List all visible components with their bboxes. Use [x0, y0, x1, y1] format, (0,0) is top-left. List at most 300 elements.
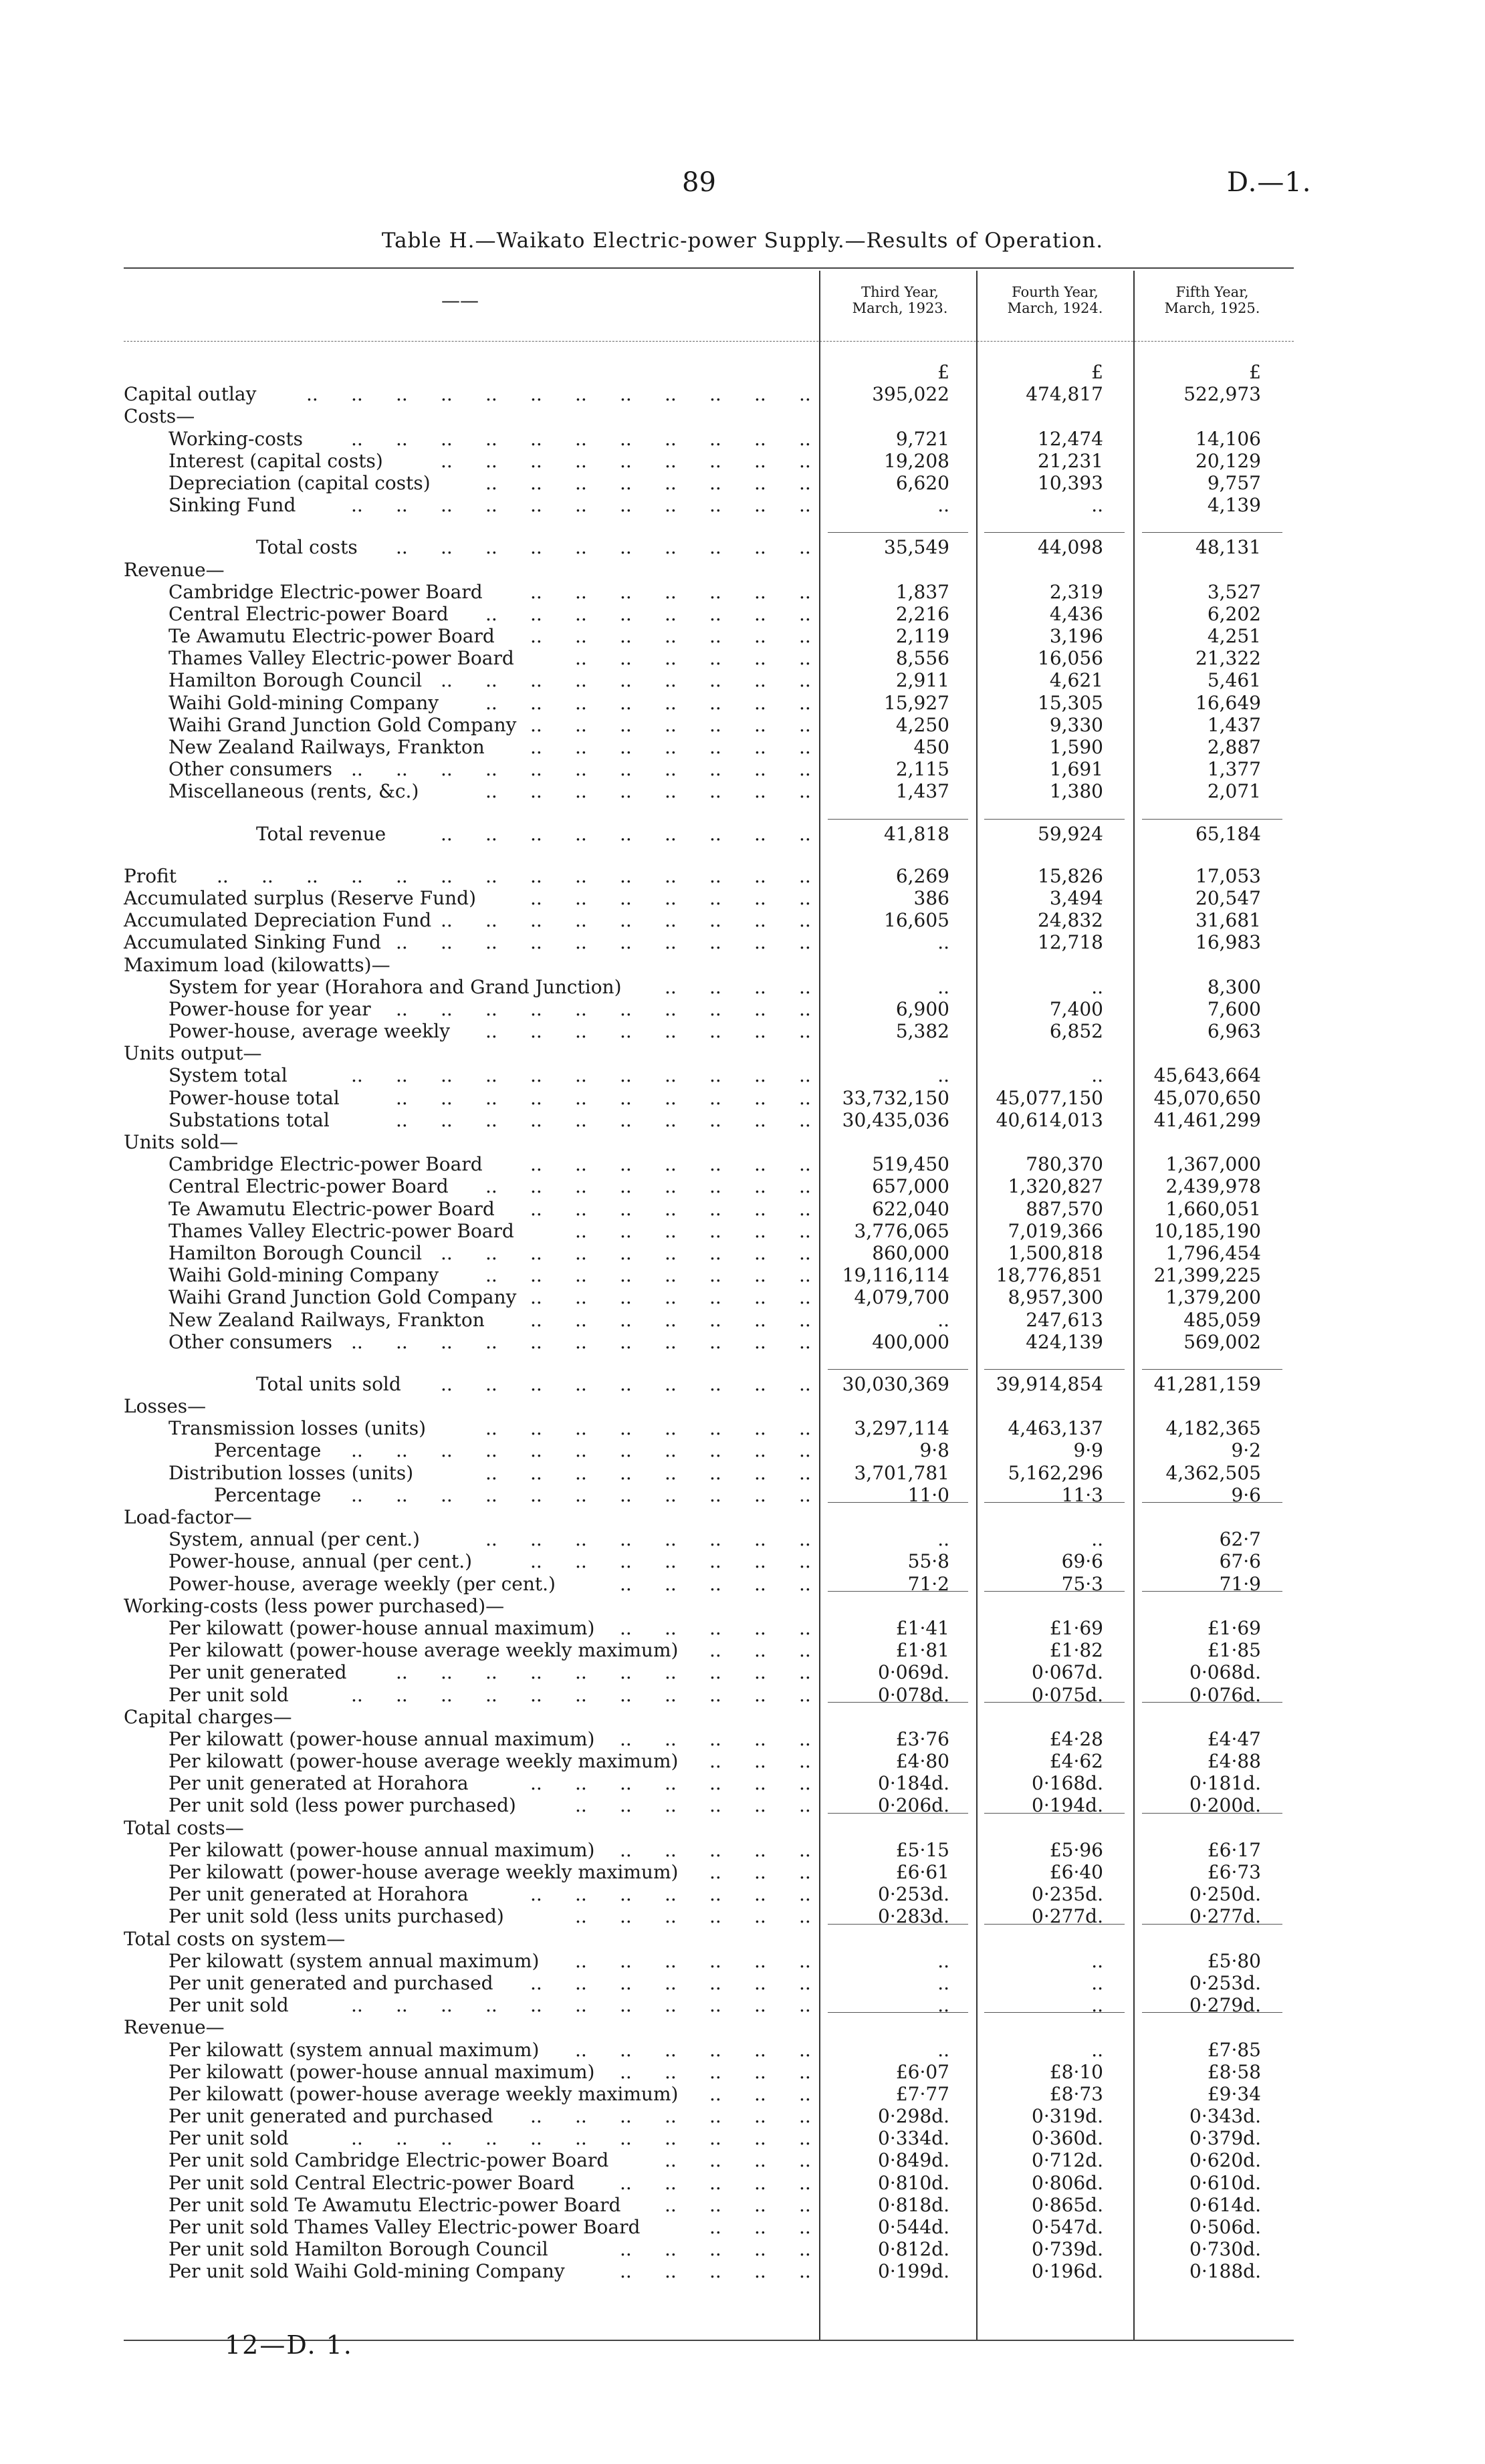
table-row — [0, 2016, 1485, 2038]
cell-value: £4·62 — [1049, 1750, 1103, 1773]
row-label: Percentage — [214, 1483, 322, 1506]
row-label: New Zealand Railways, Frankton — [168, 736, 485, 758]
table-row: Percentage .. .. .. .. .. .. .. .. .. .. .. 9·8 9·9 9·2 — [214, 1439, 1261, 1462]
row-label: Per unit generated and purchased — [168, 2105, 493, 2128]
cell-value: 0·200d. — [1189, 1794, 1261, 1817]
row-label: Percentage — [214, 1439, 322, 1462]
total-underline — [984, 819, 1125, 820]
cell-value: 7,600 — [1207, 997, 1261, 1020]
table-row: Other consumers .. .. .. .. .. .. .. .. .. .. .. 400,000 424,139 569,002 — [168, 1330, 1261, 1353]
cell-value: 0·279d. — [1189, 1994, 1261, 2017]
cell-value: .. — [937, 1949, 949, 1972]
cell-value: 519,450 — [872, 1153, 949, 1176]
row-label: Per kilowatt (power-house annual maximum) — [168, 1838, 595, 1861]
cell-value: 71·9 — [1219, 1572, 1261, 1595]
table-row — [0, 1131, 1485, 1153]
total-underline — [1142, 1924, 1282, 1925]
table-row: Power-house, annual (per cent.) .. .. .. .. .. .. .. 55·8 69·6 67·6 — [168, 1550, 1261, 1573]
row-label: Other consumers — [168, 758, 332, 781]
row-label: Waihi Grand Junction Gold Company — [168, 1286, 517, 1309]
row-label: Te Awamutu Electric-power Board — [168, 625, 495, 648]
cell-value: 41,818 — [884, 822, 949, 845]
cell-value: 485,059 — [1183, 1308, 1261, 1331]
header-bottom-rule — [124, 341, 1294, 342]
cell-value: 3,494 — [1049, 886, 1103, 909]
total-underline — [1142, 1702, 1282, 1703]
cell-value: 2,319 — [1049, 580, 1103, 603]
cell-value: 622,040 — [872, 1197, 949, 1220]
cell-value: .. — [937, 975, 949, 998]
cell-value: 24,832 — [1038, 909, 1103, 932]
table-row: Per kilowatt (power-house average weekly maximum) .. .. .. £7·77 £8·73 £9·34 — [168, 2082, 1261, 2105]
table-row: Per unit sold Cambridge Electric-power Board .. .. .. .. 0·849d. 0·712d. 0·620d. — [168, 2149, 1261, 2172]
table-row — [0, 559, 1485, 581]
total-underline — [984, 2012, 1125, 2013]
row-label: Total revenue — [256, 822, 386, 845]
cell-value: 16,605 — [884, 909, 949, 932]
cell-value: 2,439,978 — [1165, 1175, 1261, 1198]
cell-value: 7,019,366 — [1008, 1219, 1103, 1242]
total-underline — [828, 532, 968, 533]
cell-value: 67·6 — [1219, 1550, 1261, 1573]
row-label: Working-costs (less power purchased)— — [124, 1594, 505, 1617]
cell-value: .. — [937, 1971, 949, 1994]
cell-value: .. — [1091, 975, 1103, 998]
cell-value: 3,196 — [1049, 625, 1103, 648]
cell-value: 3,297,114 — [854, 1417, 949, 1440]
row-label: Distribution losses (units) — [168, 1461, 414, 1484]
cell-value: 19,116,114 — [842, 1264, 949, 1287]
table-row: Accumulated Sinking Fund .. .. .. .. .. .. .. .. .. .. .. 12,718 16,983 — [124, 931, 1261, 954]
total-row: Total units sold .. .. .. .. .. .. .. .. .. 30,030,369 39,914,854 41,281,159 — [0, 1373, 1485, 1395]
row-label: Total costs— — [124, 1816, 244, 1839]
cell-value: 6,269 — [895, 864, 949, 887]
cell-value: 6,900 — [895, 997, 949, 1020]
row-label: Per kilowatt (system annual maximum) — [168, 1949, 540, 1972]
row-label: Per kilowatt (power-house average weekly maximum) — [168, 1639, 679, 1662]
row-label: Per unit generated and purchased — [168, 1971, 493, 1994]
row-label: Per kilowatt (power-house average weekly maximum) — [168, 2082, 679, 2105]
cell-value: £1·81 — [895, 1639, 949, 1662]
cell-value: 4,250 — [895, 713, 949, 736]
cell-value: £ — [937, 361, 949, 383]
cell-value: 0·298d. — [878, 2105, 949, 2128]
cell-value: 0·076d. — [1189, 1683, 1261, 1706]
row-label: Power-house, annual (per cent.) — [168, 1550, 473, 1573]
row-label: Load-factor— — [124, 1506, 252, 1528]
cell-value: 9,330 — [1049, 713, 1103, 736]
row-label: Cambridge Electric-power Board — [168, 1153, 483, 1176]
cell-value: 1,367,000 — [1165, 1153, 1261, 1176]
cell-value: 9·2 — [1231, 1439, 1261, 1462]
row-label: Power-house for year — [168, 997, 371, 1020]
row-label: Capital charges— — [124, 1705, 292, 1728]
row-label: Per kilowatt (power-house annual maximum) — [168, 2060, 595, 2083]
cell-value: 0·075d. — [1032, 1683, 1103, 1706]
cell-value: 18,776,851 — [996, 1264, 1103, 1287]
table-row: Per kilowatt (power-house average weekly maximum) .. .. .. £6·61 £6·40 £6·73 — [168, 1861, 1261, 1883]
cell-value: 0·739d. — [1032, 2238, 1103, 2261]
total-underline — [828, 1813, 968, 1814]
total-underline — [828, 819, 968, 820]
row-label: Accumulated surplus (Reserve Fund) — [124, 886, 476, 909]
table-row: Per kilowatt (system annual maximum) .. .. .. .. .. .. .. .. £5·80 — [168, 1949, 1261, 1972]
total-underline — [984, 532, 1125, 533]
cell-value: 1,377 — [1207, 758, 1261, 781]
cell-value: 2,911 — [895, 669, 949, 692]
row-spacer — [0, 516, 1485, 536]
cell-value: 0·810d. — [878, 2171, 949, 2194]
table-row: Percentage .. .. .. .. .. .. .. .. .. .. .. 11·0 11·3 9·6 — [214, 1483, 1261, 1506]
table-row: New Zealand Railways, Frankton .. .. .. .. .. .. .. 450 1,590 2,887 — [168, 736, 1261, 758]
row-label: Total costs on system— — [124, 1927, 346, 1950]
row-label: Per unit sold Central Electric-power Board — [168, 2171, 575, 2194]
cell-value: £7·85 — [1207, 2038, 1261, 2061]
cell-value: 0·544d. — [878, 2216, 949, 2238]
cell-value: .. — [937, 1064, 949, 1087]
table-row — [0, 1506, 1485, 1528]
cell-value: £4·47 — [1207, 1727, 1261, 1750]
cell-value: 15,305 — [1038, 691, 1103, 714]
cell-value: £6·61 — [895, 1861, 949, 1883]
cell-value: 395,022 — [872, 383, 949, 406]
cell-value: 0·849d. — [878, 2149, 949, 2172]
cell-value: 657,000 — [872, 1175, 949, 1198]
cell-value: 4,621 — [1049, 669, 1103, 692]
cell-value: £4·80 — [895, 1750, 949, 1773]
table-row: Sinking Fund .. .. .. .. .. .. .. .. .. .. .. .. .. 4,139 — [168, 494, 1261, 517]
table-row — [0, 1042, 1485, 1064]
cell-value: 19,208 — [884, 449, 949, 472]
table-row: Transmission losses (units) .. .. .. .. .. .. .. .. 3,297,114 4,463,137 4,182,365 — [168, 1417, 1261, 1440]
cell-value: £1·69 — [1207, 1616, 1261, 1639]
total-underline — [1142, 1502, 1282, 1503]
row-label: Other consumers — [168, 1330, 332, 1353]
cell-value: 4,182,365 — [1165, 1417, 1261, 1440]
cell-value: 1,590 — [1049, 736, 1103, 758]
table-row: Per kilowatt (power-house average weekly maximum) .. .. .. £1·81 £1·82 £1·85 — [168, 1639, 1261, 1662]
table-row: Miscellaneous (rents, &c.) .. .. .. .. .. .. .. .. 1,437 1,380 2,071 — [168, 780, 1261, 803]
cell-value: 424,139 — [1026, 1330, 1103, 1353]
cell-value: .. — [1091, 2038, 1103, 2061]
table-row: Per kilowatt (system annual maximum) .. .. .. .. .. .. .. .. £7·85 — [168, 2038, 1261, 2061]
cell-value: 0·806d. — [1032, 2171, 1103, 2194]
table-row: Central Electric-power Board .. .. .. .. .. .. .. .. 2,216 4,436 6,202 — [168, 602, 1261, 625]
cell-value: 17,053 — [1195, 864, 1261, 887]
table-row: Per kilowatt (power-house annual maximum) .. .. .. .. .. £6·07 £8·10 £8·58 — [168, 2060, 1261, 2083]
table-row: Hamilton Borough Council .. .. .. .. .. .. .. .. .. 2,911 4,621 5,461 — [168, 669, 1261, 692]
cell-value: 3,527 — [1207, 580, 1261, 603]
total-underline — [984, 1591, 1125, 1592]
total-underline — [1142, 819, 1282, 820]
page-number: 89 — [682, 167, 716, 198]
cell-value: 21,231 — [1038, 449, 1103, 472]
cell-value: 0·069d. — [878, 1661, 949, 1684]
total-underline — [1142, 532, 1282, 533]
cell-value: £5·15 — [895, 1838, 949, 1861]
table-row: System total .. .. .. .. .. .. .. .. .. .. .. .. .. 45,643,664 — [168, 1064, 1261, 1087]
cell-value: 0·360d. — [1032, 2127, 1103, 2150]
cell-value: 55·8 — [907, 1550, 949, 1573]
cell-value: .. — [1091, 1949, 1103, 1972]
table-row: Interest (capital costs) .. .. .. .. .. .. .. .. .. 19,208 21,231 20,129 — [168, 449, 1261, 472]
cell-value: 0·181d. — [1189, 1772, 1261, 1795]
cell-value: 9·8 — [919, 1439, 949, 1462]
cell-value: 5,162,296 — [1008, 1461, 1103, 1484]
cell-value: 16,649 — [1195, 691, 1261, 714]
cell-value: 0·253d. — [878, 1883, 949, 1906]
table-row: Power-house for year .. .. .. .. .. .. .. .. .. .. 6,900 7,400 7,600 — [168, 997, 1261, 1020]
cell-value: 1,691 — [1049, 758, 1103, 781]
row-label: Per unit sold — [168, 1683, 289, 1706]
row-label: Cambridge Electric-power Board — [168, 580, 483, 603]
cell-value: 7,400 — [1049, 997, 1103, 1020]
cell-value: £6·73 — [1207, 1861, 1261, 1883]
column-header-line2: March, 1924. — [1007, 300, 1103, 316]
table-row: Per unit sold Central Electric-power Board .. .. .. .. .. 0·810d. 0·806d. 0·610d. — [168, 2171, 1261, 2194]
cell-value: 2,887 — [1207, 736, 1261, 758]
cell-value: £1·41 — [895, 1616, 949, 1639]
cell-value: £3·76 — [895, 1727, 949, 1750]
table-row: Waihi Gold-mining Company .. .. .. .. .. .. .. .. 19,116,114 18,776,851 21,399,225 — [168, 1264, 1261, 1287]
cell-value: 0·184d. — [878, 1772, 949, 1795]
cell-value: £8·58 — [1207, 2060, 1261, 2083]
row-label: Working-costs — [168, 427, 303, 450]
row-label: Costs— — [124, 405, 195, 428]
cell-value: 0·865d. — [1032, 2193, 1103, 2216]
row-label: Profit — [124, 864, 177, 887]
cell-value: 45,077,150 — [996, 1086, 1103, 1109]
cell-value: 1,437 — [895, 780, 949, 803]
cell-value: 1,796,454 — [1165, 1241, 1261, 1264]
table-row: Power-house, average weekly (per cent.) .. .. .. .. .. 71·2 75·3 71·9 — [168, 1572, 1261, 1595]
cell-value: 15,927 — [884, 691, 949, 714]
cell-value: 11·0 — [907, 1483, 949, 1506]
column-header-line1: Fifth Year, — [1175, 284, 1249, 300]
row-label: Maximum load (kilowatts)— — [124, 953, 390, 976]
table-row: Other consumers .. .. .. .. .. .. .. .. .. .. .. 2,115 1,691 1,377 — [168, 758, 1261, 781]
cell-value: 1,660,051 — [1165, 1197, 1261, 1220]
row-label: Waihi Gold-mining Company — [168, 1264, 439, 1287]
row-label: Revenue— — [124, 2016, 225, 2039]
row-label: Total units sold — [256, 1372, 401, 1395]
column-header-line1: Fourth Year, — [1012, 284, 1099, 300]
cell-value: 1,837 — [895, 580, 949, 603]
table-row: Profit .. .. .. .. .. .. .. .. .. .. .. .. .. .. 6,269 15,826 17,053 — [124, 864, 1261, 887]
cell-value: 44,098 — [1038, 536, 1103, 559]
row-label: Accumulated Sinking Fund — [124, 931, 381, 954]
cell-value: .. — [1091, 494, 1103, 517]
total-underline — [1142, 2012, 1282, 2013]
cell-value: £7·77 — [895, 2082, 949, 2105]
cell-value: 1,437 — [1207, 713, 1261, 736]
total-underline — [1142, 1369, 1282, 1370]
cell-value: 0·620d. — [1189, 2149, 1261, 2172]
cell-value: £5·96 — [1049, 1838, 1103, 1861]
table-row: Depreciation (capital costs) .. .. .. .. .. .. .. .. 6,620 10,393 9,757 — [168, 471, 1261, 494]
cell-value: 0·506d. — [1189, 2216, 1261, 2238]
cell-value: 5,461 — [1207, 669, 1261, 692]
table-row — [0, 954, 1485, 976]
cell-value: 0·610d. — [1189, 2171, 1261, 2194]
row-label: Power-house total — [168, 1086, 340, 1109]
table-row: Per unit sold (less units purchased) .. .. .. .. .. .. 0·283d. 0·277d. 0·277d. — [168, 1905, 1261, 1928]
results-table-body — [0, 361, 1485, 2283]
cell-value: 20,129 — [1195, 449, 1261, 472]
cell-value: 0·379d. — [1189, 2127, 1261, 2150]
row-label: Central Electric-power Board — [168, 602, 449, 625]
table-row: Per unit generated at Horahora .. .. .. .. .. .. .. 0·253d. 0·235d. 0·250d. — [168, 1883, 1261, 1906]
cell-value: 0·547d. — [1032, 2216, 1103, 2238]
row-label: Waihi Gold-mining Company — [168, 691, 439, 714]
row-spacer — [0, 845, 1485, 865]
table-row: Per unit sold .. .. .. .. .. .. .. .. .. .. .. 0·078d. 0·075d. 0·076d. — [168, 1683, 1261, 1706]
cell-value: 247,613 — [1026, 1308, 1103, 1331]
row-label: Per kilowatt (system annual maximum) — [168, 2038, 540, 2061]
row-label: System for year (Horahora and Grand Junction) — [168, 975, 622, 998]
header-top-rule — [124, 267, 1294, 269]
cell-value: 14,106 — [1195, 427, 1261, 450]
cell-value: 8,957,300 — [1008, 1286, 1103, 1309]
table-row: Waihi Grand Junction Gold Company .. .. .. .. .. .. .. 4,250 9,330 1,437 — [168, 713, 1261, 736]
cell-value: 860,000 — [872, 1241, 949, 1264]
table-row: Per kilowatt (power-house annual maximum) .. .. .. .. .. £1·41 £1·69 £1·69 — [168, 1616, 1261, 1639]
cell-value: 75·3 — [1061, 1572, 1103, 1595]
cell-value: 4,079,700 — [854, 1286, 949, 1309]
cell-value: 6,963 — [1207, 1020, 1261, 1043]
cell-value: £6·07 — [895, 2060, 949, 2083]
table-row — [0, 1595, 1485, 1617]
footer-reference: 12—D. 1. — [225, 2330, 353, 2360]
table-row: Per unit generated and purchased .. .. .. .. .. .. .. 0·298d. 0·319d. 0·343d. — [168, 2105, 1261, 2128]
cell-value: 9·9 — [1073, 1439, 1103, 1462]
total-row: Total revenue .. .. .. .. .. .. .. .. .. 41,818 59,924 65,184 — [0, 823, 1485, 845]
cell-value: 1,379,200 — [1165, 1286, 1261, 1309]
cell-value: 0·194d. — [1032, 1794, 1103, 1817]
cell-value: 21,322 — [1195, 647, 1261, 670]
table-row: System for year (Horahora and Grand Junction) .. .. .. .. .. .. 8,300 — [168, 975, 1261, 998]
cell-value: 16,056 — [1038, 647, 1103, 670]
cell-value: 0·235d. — [1032, 1883, 1103, 1906]
cell-value: 0·168d. — [1032, 1772, 1103, 1795]
cell-value: 0·812d. — [878, 2238, 949, 2261]
table-row: Per unit sold .. .. .. .. .. .. .. .. .. .. .. 0·334d. 0·360d. 0·379d. — [168, 2127, 1261, 2150]
total-underline — [984, 1924, 1125, 1925]
table-row: Power-house total .. .. .. .. .. .. .. .. .. .. 33,732,150 45,077,150 45,070,650 — [168, 1086, 1261, 1109]
cell-value: 30,030,369 — [842, 1372, 949, 1395]
row-label: Substations total — [168, 1108, 330, 1131]
cell-value: £6·17 — [1207, 1838, 1261, 1861]
total-row: Total costs .. .. .. .. .. .. .. .. .. .. 35,549 44,098 48,131 — [0, 536, 1485, 558]
row-label: System total — [168, 1064, 288, 1087]
cell-value: 4,251 — [1207, 625, 1261, 648]
cell-value: 45,070,650 — [1153, 1086, 1261, 1109]
cell-value: 1,320,827 — [1008, 1175, 1103, 1198]
total-underline — [984, 1369, 1125, 1370]
cell-value: 0·277d. — [1032, 1905, 1103, 1928]
row-label: Central Electric-power Board — [168, 1175, 449, 1198]
cell-value: 6,202 — [1207, 602, 1261, 625]
cell-value: 0·343d. — [1189, 2105, 1261, 2128]
table-row: New Zealand Railways, Frankton .. .. .. .. .. .. .. .. 247,613 485,059 — [168, 1308, 1261, 1331]
row-label: Units sold— — [124, 1131, 239, 1153]
total-underline — [984, 1702, 1125, 1703]
table-row: Hamilton Borough Council .. .. .. .. .. .. .. .. .. 860,000 1,500,818 1,796,454 — [168, 1241, 1261, 1264]
cell-value: .. — [937, 1308, 949, 1331]
row-label: Per kilowatt (power-house average weekly maximum) — [168, 1861, 679, 1883]
table-row: Power-house, average weekly .. .. .. .. .. .. .. .. 5,382 6,852 6,963 — [168, 1020, 1261, 1043]
table-row: Per unit sold Hamilton Borough Council .. .. .. .. .. 0·812d. 0·739d. 0·730d. — [168, 2238, 1261, 2261]
cell-value: 0·068d. — [1189, 1661, 1261, 1684]
table-row — [0, 405, 1485, 427]
table-row: Accumulated Depreciation Fund .. .. .. .. .. .. .. .. .. 16,605 24,832 31,681 — [124, 909, 1261, 932]
cell-value: 5,382 — [895, 1020, 949, 1043]
cell-value: 31,681 — [1195, 909, 1261, 932]
cell-value: 9,721 — [895, 427, 949, 450]
cell-value: 35,549 — [884, 536, 949, 559]
cell-value: 386 — [913, 886, 949, 909]
total-underline — [828, 2012, 968, 2013]
cell-value: 59,924 — [1038, 822, 1103, 845]
cell-value: 69·6 — [1061, 1550, 1103, 1573]
cell-value: 1,380 — [1049, 780, 1103, 803]
total-underline — [828, 1591, 968, 1592]
row-label: Per unit sold Waihi Gold-mining Company — [168, 2260, 565, 2283]
cell-value: 0·712d. — [1032, 2149, 1103, 2172]
row-label: Accumulated Depreciation Fund — [124, 909, 432, 932]
cell-value: 0·199d. — [878, 2260, 949, 2283]
cell-value: £ — [1091, 361, 1103, 383]
cell-value: 474,817 — [1026, 383, 1103, 406]
row-label: Power-house, average weekly — [168, 1020, 451, 1043]
cell-value: 48,131 — [1195, 536, 1261, 559]
cell-value: 40,614,013 — [996, 1108, 1103, 1131]
table-row: Te Awamutu Electric-power Board .. .. .. .. .. .. .. 2,119 3,196 4,251 — [168, 625, 1261, 648]
total-underline — [828, 1924, 968, 1925]
cell-value: 6,620 — [895, 471, 949, 494]
row-label: Miscellaneous (rents, &c.) — [168, 780, 419, 803]
row-label: System, annual (per cent.) — [168, 1528, 420, 1551]
cell-value: 4,139 — [1207, 494, 1261, 517]
cell-value: 10,393 — [1038, 471, 1103, 494]
table-row — [0, 361, 1485, 383]
cell-value: 0·283d. — [878, 1905, 949, 1928]
total-underline — [828, 1502, 968, 1503]
cell-value: 2,115 — [895, 758, 949, 781]
table-row: Per kilowatt (power-house average weekly maximum) .. .. .. £4·80 £4·62 £4·88 — [168, 1750, 1261, 1773]
cell-value: 21,399,225 — [1153, 1264, 1261, 1287]
cell-value: 2,071 — [1207, 780, 1261, 803]
cell-value: 2,119 — [895, 625, 949, 648]
cell-value: 569,002 — [1183, 1330, 1261, 1353]
cell-value: 0·730d. — [1189, 2238, 1261, 2261]
row-label: Per unit sold Thames Valley Electric-power Board — [168, 2216, 641, 2238]
total-underline — [828, 1369, 968, 1370]
column-header-line2: March, 1923. — [852, 300, 948, 316]
cell-value: £8·10 — [1049, 2060, 1103, 2083]
table-row: Per unit generated at Horahora .. .. .. .. .. .. .. 0·184d. 0·168d. 0·181d. — [168, 1772, 1261, 1795]
table-row: Per unit sold Thames Valley Electric-power Board .. .. .. 0·544d. 0·547d. 0·506d. — [168, 2216, 1261, 2238]
row-label: Per kilowatt (power-house annual maximum) — [168, 1616, 595, 1639]
row-label: Hamilton Borough Council — [168, 1241, 423, 1264]
total-underline — [984, 1502, 1125, 1503]
row-label: Sinking Fund — [168, 494, 296, 517]
cell-value: £5·80 — [1207, 1949, 1261, 1972]
total-underline — [1142, 1591, 1282, 1592]
cell-value: 3,701,781 — [854, 1461, 949, 1484]
row-label: Waihi Grand Junction Gold Company — [168, 713, 517, 736]
table-row: Per kilowatt (power-house annual maximum) .. .. .. .. .. £5·15 £5·96 £6·17 — [168, 1838, 1261, 1861]
